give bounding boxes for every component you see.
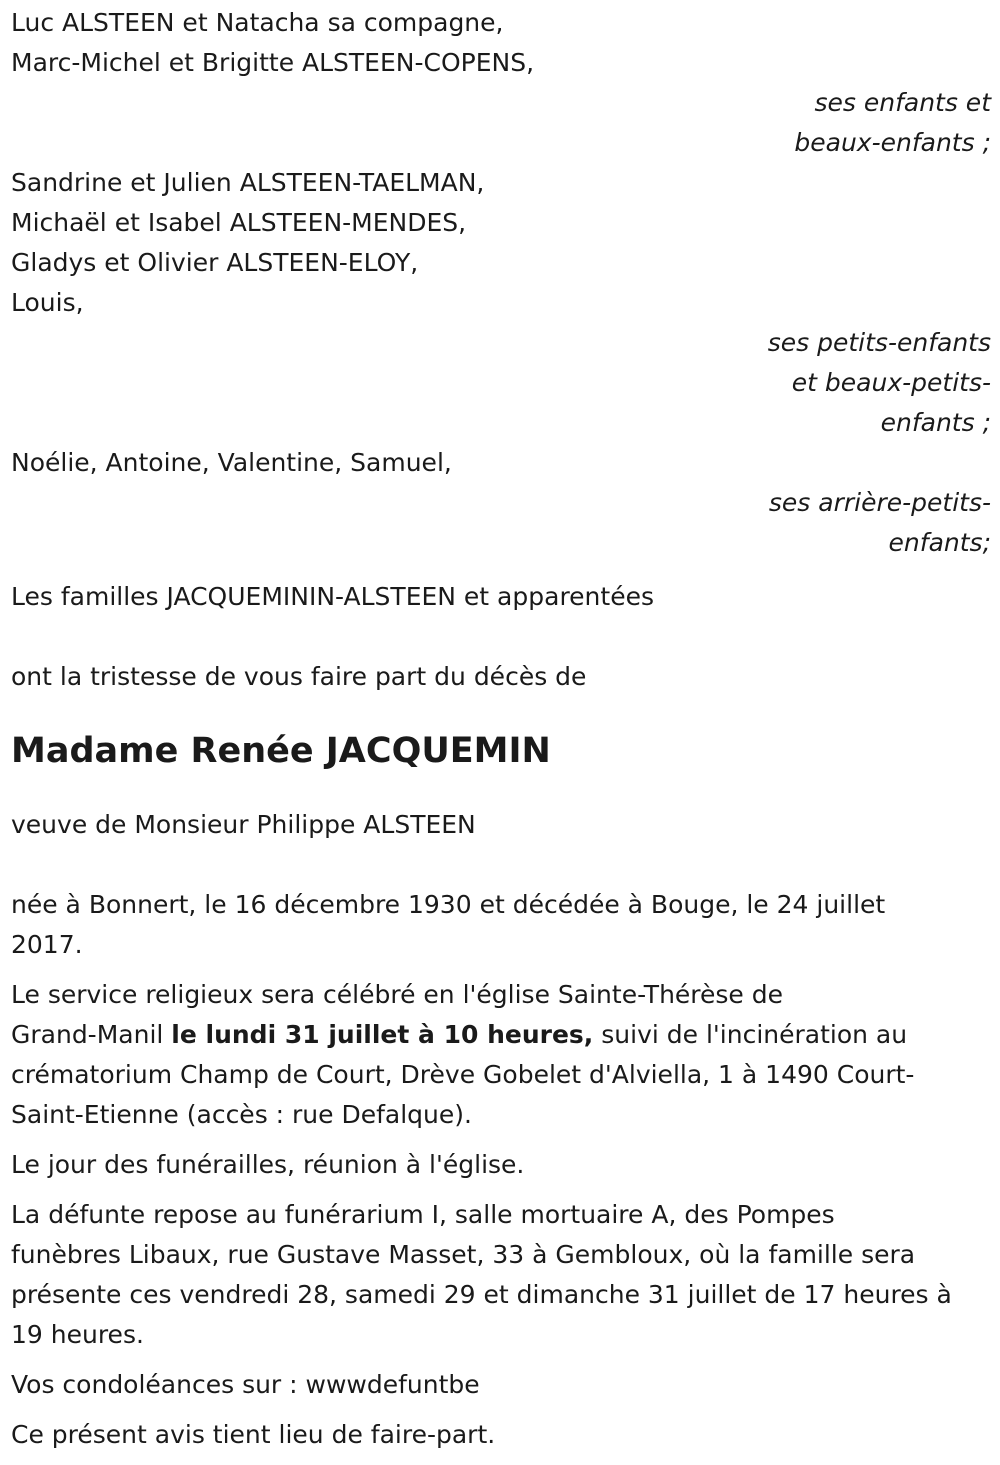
closing-paragraph: [11, 1415, 991, 1455]
service-line-2: [11, 1015, 991, 1055]
service-line-2-end: suivi de l'incinération au: [593, 1020, 908, 1049]
visitation-line-2: funèbres Libaux, rue Gustave Masset, 33 à Gembloux, où la famille sera: [11, 1240, 916, 1269]
children-role-line-2: beaux-enfants ;: [794, 128, 991, 157]
birth-death-line-2: 2017.: [11, 930, 83, 959]
grandchildren-line-1: Sandrine et Julien ALSTEEN-TAELMAN,: [11, 168, 485, 197]
grandchildren-line-3: Gladys et Olivier ALSTEEN-ELOY,: [11, 248, 419, 277]
great-grandchildren-block: [11, 443, 991, 563]
service-line-2-start: Grand-Manil: [11, 1020, 172, 1049]
widow-of-line: veuve de Monsieur Philippe ALSTEEN: [11, 810, 476, 839]
grandchildren-block: [11, 163, 991, 443]
children-line-2: Marc-Michel et Brigitte ALSTEEN-COPENS,: [11, 48, 535, 77]
service-line-3: crématorium Champ de Court, Drève Gobelet d'Alviella, 1 à 1490 Court-: [11, 1060, 915, 1089]
birth-death-line-1: née à Bonnert, le 16 décembre 1930 et décédée à Bouge, le 24 juillet: [11, 890, 886, 919]
announcement-line: ont la tristesse de vous faire part du décès de: [11, 662, 587, 691]
children-block: [11, 3, 991, 163]
condolences-line: Vos condoléances sur : wwwdefuntbe: [11, 1370, 480, 1399]
children-role-line-1: ses enfants et: [814, 88, 991, 117]
grandchildren-line-4: Louis,: [11, 288, 84, 317]
visitation-paragraph: [11, 1195, 991, 1355]
visitation-line-1: La défunte repose au funérarium I, salle mortuaire A, des Pompes: [11, 1200, 835, 1229]
service-date-time: le lundi 31 juillet à 10 heures,: [171, 1020, 594, 1049]
grandchildren-role-line-2: et beaux-petits-: [791, 368, 991, 397]
obituary-notice: [11, 3, 991, 1465]
visitation-line-3: présente ces vendredi 28, samedi 29 et dimanche 31 juillet de 17 heures à: [11, 1280, 952, 1309]
children-line-1: Luc ALSTEEN et Natacha sa compagne,: [11, 8, 504, 37]
reunion-line: Le jour des funérailles, réunion à l'église.: [11, 1150, 525, 1179]
grandchildren-role-line-1: ses petits-enfants: [767, 328, 991, 357]
great-grandchildren-line: Noélie, Antoine, Valentine, Samuel,: [11, 448, 452, 477]
great-grandchildren-role-line-1: ses arrière-petits-: [768, 488, 991, 517]
deceased-name: Madame Renée JACQUEMIN: [11, 731, 551, 771]
condolences-paragraph: [11, 1365, 991, 1405]
birth-death-paragraph: [11, 885, 991, 965]
service-paragraph: [11, 975, 991, 1135]
closing-line: Ce présent avis tient lieu de faire-part.: [11, 1420, 496, 1449]
grandchildren-line-2: Michaël et Isabel ALSTEEN-MENDES,: [11, 208, 467, 237]
grandchildren-role-line-3: enfants ;: [880, 408, 991, 437]
families-line: Les familles JACQUEMININ-ALSTEEN et apparentées: [11, 582, 654, 611]
visitation-line-4: 19 heures.: [11, 1320, 144, 1349]
service-line-4: Saint-Etienne (accès : rue Defalque).: [11, 1100, 472, 1129]
great-grandchildren-role-line-2: enfants;: [888, 528, 991, 557]
reunion-paragraph: [11, 1145, 991, 1185]
service-line-1: Le service religieux sera célébré en l'église Sainte-Thérèse de: [11, 980, 784, 1009]
